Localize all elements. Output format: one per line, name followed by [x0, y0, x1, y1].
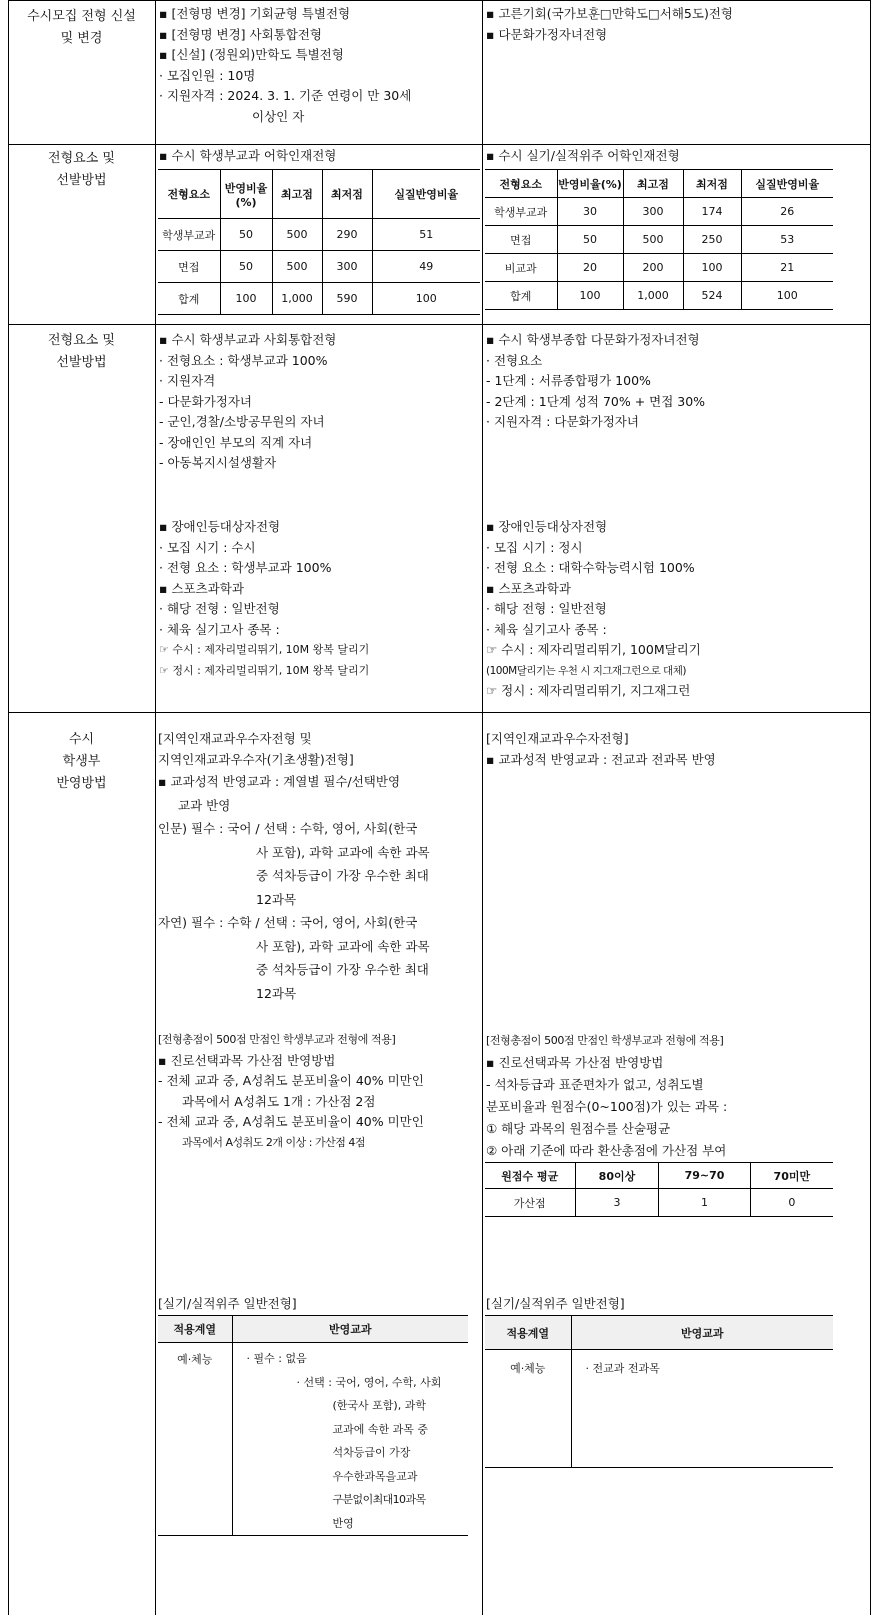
section-title: ▪ 수시 실기/실적위주 어학인재전형 [486, 148, 680, 163]
text-line: · 체육 실기고사 종목 : [486, 621, 607, 637]
header-cell: 적용계열 [485, 1316, 571, 1350]
score-table-left [158, 169, 480, 315]
cell: 100 [557, 282, 623, 310]
header-cell: 최고점 [272, 170, 322, 219]
text-line: ▪ 스포츠과학과 [486, 580, 571, 596]
cell: 1 [659, 1189, 750, 1217]
header-cell: 반영비율(%) [220, 170, 272, 219]
cell: 100 [683, 254, 741, 282]
text-line: 자연) 필수 : 수학 / 선택 : 국어, 영어, 사회(한국 [158, 915, 418, 930]
text-line: · 전형 요소 : 학생부교과 100% [159, 560, 332, 575]
cell: 학생부교과 [158, 219, 220, 251]
row4-right-b [486, 1030, 727, 1162]
text-line: ▪ 수시 학생부교과 사회통합전형 [159, 332, 337, 347]
text-line: 과목에서 A성취도 2개 이상 : 가산점 4점 [182, 1135, 365, 1149]
cell: 50 [557, 226, 623, 254]
header-cell: 70미만 [750, 1163, 833, 1189]
text-line: ▪ [전형명 변경] 사회통합전형 [159, 26, 322, 42]
cell: 49 [372, 251, 480, 283]
cell: 50 [220, 219, 272, 251]
table-row [158, 1343, 468, 1536]
cell: 21 [741, 254, 833, 282]
header-cell: 반영교과 [232, 1316, 468, 1343]
text-line: 중 석차등급이 가장 우수한 최대 [256, 868, 429, 883]
row-label [8, 148, 155, 192]
text-line: - 2단계 : 1단계 성적 70% + 면접 30% [486, 393, 706, 409]
text-line: (100M달리기는 우천 시 지그재그런으로 대체) [486, 664, 686, 677]
text-line: ☞ 수시 : 제자리멀리뛰기, 100M달리기 [486, 642, 701, 657]
cell: 524 [683, 282, 741, 310]
column-divider-1 [155, 0, 156, 1615]
text-line: · 전형요소 [486, 352, 543, 368]
header-cell: 전형요소 [158, 170, 220, 219]
label-line: 학생부 [62, 754, 101, 769]
cell: 20 [557, 254, 623, 282]
text-line: ▪ 진로선택과목 가산점 반영방법 [486, 1055, 664, 1070]
cell [571, 1350, 833, 1468]
text-line: 12과목 [256, 985, 297, 1001]
row1-left-content [159, 4, 411, 127]
subject-table-right [485, 1315, 833, 1468]
row3-right-a [486, 330, 705, 433]
row-label [8, 330, 155, 374]
section-title: [실기/실적위주 일반전형] [158, 1296, 297, 1311]
text-line: 우수한과목을교과 [332, 1469, 418, 1483]
text-line: 교과 반영 [178, 797, 231, 813]
table-border-left [8, 0, 9, 1615]
text-line: ▪ 교과성적 반영교과 : 전교과 전과목 반영 [486, 751, 716, 767]
header-cell: 적용계열 [158, 1316, 232, 1343]
table-border-right [870, 0, 871, 1615]
cell [232, 1343, 468, 1536]
header-cell: 79~70 [659, 1163, 750, 1189]
table-row [485, 254, 833, 282]
table-row [158, 219, 480, 251]
text-line: ▪ 다문화가정자녀전형 [486, 26, 608, 42]
cell: 면접 [158, 251, 220, 283]
row-divider [8, 324, 871, 325]
text-line: · 전교과 전과목 [585, 1362, 660, 1375]
text-line: ☞ 수시 : 제자리멀리뛰기, 10M 왕복 달리기 [159, 643, 370, 656]
text-line: ▪ 스포츠과학과 [159, 580, 244, 596]
text-line: ▪ 장애인등대상자전형 [159, 519, 281, 534]
cell: 예·체능 [485, 1350, 571, 1468]
header-cell: 반영교과 [571, 1316, 833, 1350]
text-line: - 군인,경찰/소방공무원의 자녀 [159, 414, 325, 429]
text-line: 인문) 필수 : 국어 / 선택 : 수학, 영어, 사회(한국 [158, 821, 418, 836]
label-line: 전형요소 및 [48, 151, 115, 166]
cell: 가산점 [485, 1189, 575, 1217]
text-line: ▪ 수시 학생부종합 다문화가정자녀전형 [486, 332, 700, 347]
label-line: 선발방법 [56, 173, 107, 188]
table-row [158, 283, 480, 315]
text-line: ① 해당 과목의 원점수를 산술평균 [486, 1121, 671, 1136]
table-row [485, 198, 833, 226]
cell: 500 [623, 226, 683, 254]
text-line: 사 포함), 과학 교과에 속한 과목 [256, 938, 430, 954]
cell: 290 [322, 219, 372, 251]
text-line: - 다문화가정자녀 [159, 393, 253, 409]
text-line: - 석차등급과 표준편차가 없고, 성취도별 [486, 1077, 704, 1092]
text-line: ▪ 교과성적 반영교과 : 계열별 필수/선택반영 [158, 774, 401, 789]
section-title: ▪ 수시 학생부교과 어학인재전형 [159, 148, 337, 163]
cell: 53 [741, 226, 833, 254]
cell: 학생부교과 [485, 198, 557, 226]
text-line: 석차등급이 가장 [332, 1446, 411, 1459]
text-line: · 필수 : 없음 [246, 1352, 307, 1365]
table-border-top [8, 0, 871, 1]
text-line: 사 포함), 과학 교과에 속한 과목 [256, 844, 430, 860]
header-cell: 원점수 평균 [485, 1163, 575, 1189]
text-line: · 모집인원 : 10명 [159, 67, 256, 83]
header-cell: 최저점 [683, 170, 741, 198]
cell: 174 [683, 198, 741, 226]
cell: 200 [623, 254, 683, 282]
text-line: - 전체 교과 중, A성취도 분포비율이 40% 미만인 [158, 1073, 424, 1088]
cell: 590 [322, 283, 372, 315]
label-line: 및 변경 [60, 31, 103, 46]
cell: 예·체능 [158, 1343, 232, 1536]
text-line: - 1단계 : 서류종합평가 100% [486, 373, 651, 388]
text-line: 반영 [332, 1516, 354, 1530]
subject-table-left [158, 1315, 468, 1536]
cell: 100 [220, 283, 272, 315]
text-line: [지역인재교과우수자전형] [486, 731, 629, 746]
row3-left-a [159, 330, 336, 474]
cell: 26 [741, 198, 833, 226]
text-line: 12과목 [256, 891, 297, 907]
header-cell: 전형요소 [485, 170, 557, 198]
row1-right-content [486, 4, 733, 45]
text-line: - 전체 교과 중, A성취도 분포비율이 40% 미만인 [158, 1114, 424, 1129]
row3-right-b [486, 517, 701, 702]
text-line: 이상인 자 [252, 108, 305, 124]
cell: 1,000 [272, 283, 322, 315]
text-line: 구분없이최대10과목 [332, 1493, 426, 1506]
row4-left-a [158, 729, 430, 1005]
cell: 50 [220, 251, 272, 283]
cell: 1,000 [623, 282, 683, 310]
text-line: · 전형 요소 : 대학수학능력시험 100% [486, 560, 695, 575]
cell: 500 [272, 219, 322, 251]
text-line: · 지원자격 : 2024. 3. 1. 기준 연령이 만 30세 [159, 88, 412, 103]
text-line: · 지원자격 : 다문화가정자녀 [486, 414, 639, 429]
section-title: [실기/실적위주 일반전형] [486, 1296, 625, 1311]
text-line: (한국사 포함), 과학 [332, 1399, 426, 1412]
table-row [485, 1350, 833, 1468]
text-line: ▪ 장애인등대상자전형 [486, 519, 608, 534]
text-line: ▪ [신설] (정원외)만학도 특별전형 [159, 47, 344, 62]
score-table-right [485, 169, 833, 310]
header-cell: 실질반영비율 [741, 170, 833, 198]
text-line: - 장애인인 부모의 직계 자녀 [159, 434, 313, 450]
row-divider [8, 144, 871, 145]
text-line: ☞ 정시 : 제자리멀리뛰기, 10M 왕복 달리기 [159, 663, 370, 677]
text-line: ▪ [전형명 변경] 기회균형 특별전형 [159, 6, 351, 21]
label-line: 전형요소 및 [48, 333, 115, 348]
text-line: 중 석차등급이 가장 우수한 최대 [256, 962, 429, 977]
cell: 51 [372, 219, 480, 251]
table-row [485, 226, 833, 254]
text-line: 과목에서 A성취도 1개 : 가산점 2점 [182, 1093, 376, 1109]
text-line: · 전형요소 : 학생부교과 100% [159, 352, 328, 368]
row-label [8, 729, 155, 795]
cell: 500 [272, 251, 322, 283]
text-line: · 지원자격 [159, 373, 216, 388]
label-line: 수시모집 전형 신설 [27, 9, 136, 24]
cell: 합계 [485, 282, 557, 310]
header-cell: 최고점 [623, 170, 683, 198]
text-line: 분포비율과 원점수(0~100점)가 있는 과목 : [486, 1099, 728, 1114]
text-line: ▪ 진로선택과목 가산점 반영방법 [158, 1052, 336, 1068]
text-line: · 체육 실기고사 종목 : [159, 621, 280, 637]
cell: 100 [741, 282, 833, 310]
text-line: · 모집 시기 : 수시 [159, 539, 256, 555]
cell: 100 [372, 283, 480, 315]
cell: 250 [683, 226, 741, 254]
text-line: [지역인재교과우수자전형 및 [158, 731, 312, 746]
label-line: 수시 [68, 732, 95, 747]
table-row [485, 282, 833, 310]
header-cell: 최저점 [322, 170, 372, 219]
header-cell: 반영비율(%) [557, 170, 623, 198]
label-line: 반영방법 [56, 776, 107, 791]
bonus-table [485, 1162, 833, 1217]
text-line: · 해당 전형 : 일반전형 [486, 601, 607, 616]
row4-right-a [486, 729, 716, 770]
text-line: · 해당 전형 : 일반전형 [159, 601, 280, 616]
cell: 면접 [485, 226, 557, 254]
cell: 3 [575, 1189, 659, 1217]
cell: 300 [322, 251, 372, 283]
row4-left-b [158, 1030, 424, 1153]
cell: 30 [557, 198, 623, 226]
header-cell: 실질반영비율 [372, 170, 480, 219]
row-label [8, 6, 155, 50]
text-line: ② 아래 기준에 따라 환산총점에 가산점 부여 [486, 1143, 727, 1158]
text-line: ☞ 정시 : 제자리멀리뛰기, 지그재그런 [486, 683, 691, 698]
column-divider-2 [482, 0, 483, 1615]
cell: 300 [623, 198, 683, 226]
text-line: - 아동복지시설생활자 [159, 455, 277, 470]
cell: 합계 [158, 283, 220, 315]
text-line: ▪ 고른기회(국가보훈□만학도□서해5도)전형 [486, 6, 733, 21]
table-row [158, 251, 480, 283]
text-line: · 모집 시기 : 정시 [486, 539, 583, 555]
cell: 비교과 [485, 254, 557, 282]
row3-left-b [159, 517, 369, 681]
label-line: 선발방법 [56, 355, 107, 370]
text-line: [전형총점이 500점 만점인 학생부교과 전형에 적용] [486, 1034, 724, 1047]
text-line: 교과에 속한 과목 중 [332, 1422, 428, 1436]
cell: 0 [750, 1189, 833, 1217]
text-line: · 선택 : 국어, 영어, 수학, 사회 [296, 1375, 442, 1389]
header-cell: 80이상 [575, 1163, 659, 1189]
text-line: [전형총점이 500점 만점인 학생부교과 전형에 적용] [158, 1033, 396, 1046]
row-divider [8, 712, 871, 713]
table-row [485, 1189, 833, 1217]
text-line: 지역인재교과우수자(기초생활)전형] [158, 751, 354, 767]
